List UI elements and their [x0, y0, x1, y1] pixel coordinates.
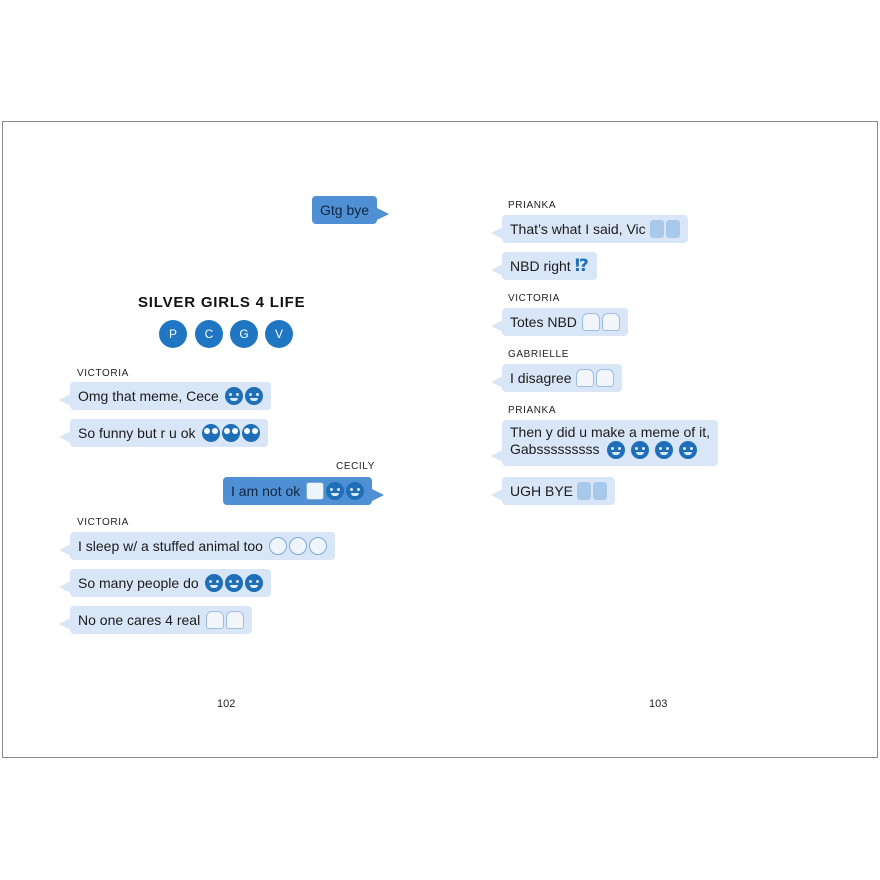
bunny-emoji-icon — [289, 537, 307, 555]
eye-roll-emoji-icon — [202, 424, 220, 442]
sender-name: CECILY — [336, 461, 375, 472]
message-bubble-incoming — [70, 569, 271, 597]
message-text: Then y did u make a meme of it, — [510, 424, 710, 440]
angry-face-emoji-icon — [655, 441, 673, 459]
message-bubble-outgoing — [223, 477, 372, 505]
angry-face-emoji-icon — [326, 482, 344, 500]
ghost-face-emoji-icon — [306, 482, 324, 500]
ok-hand-emoji-icon — [206, 611, 224, 629]
message-text: Omg that meme, Cece — [78, 388, 219, 404]
member-avatar-p[interactable]: P — [159, 320, 187, 348]
message-bubble-outgoing — [312, 196, 377, 224]
bunny-emoji-icon — [309, 537, 327, 555]
eye-roll-emoji-icon — [222, 424, 240, 442]
group-chat-title: SILVER GIRLS 4 LIFE — [138, 294, 306, 311]
message-text: I am not ok — [231, 483, 301, 499]
message-text: So funny but r u ok — [78, 425, 196, 441]
pointing-hand-emoji-icon — [576, 369, 594, 387]
page-number: 102 — [217, 698, 236, 710]
sender-name: GABRIELLE — [508, 349, 569, 360]
message-text: That’s what I said, Vic — [510, 221, 646, 237]
thumbs-down-emoji-icon — [593, 482, 607, 500]
message-text: No one cares 4 real — [78, 612, 201, 628]
pointing-hand-emoji-icon — [596, 369, 614, 387]
message-bubble-incoming — [502, 364, 622, 392]
grinning-face-emoji-icon — [245, 574, 263, 592]
page-number: 103 — [649, 698, 668, 710]
message-bubble-incoming — [502, 215, 688, 243]
member-avatar-v[interactable]: V — [265, 320, 293, 348]
message-bubble-incoming — [70, 382, 271, 410]
right-page — [441, 122, 879, 757]
sender-name: VICTORIA — [77, 517, 129, 528]
raised-hands-emoji-icon — [582, 313, 600, 331]
message-text: I disagree — [510, 370, 572, 386]
grinning-face-emoji-icon — [205, 574, 223, 592]
message-bubble-incoming — [502, 477, 615, 505]
left-page — [3, 122, 441, 757]
message-bubble-incoming — [502, 252, 597, 280]
sender-name: PRIANKA — [508, 200, 557, 211]
ok-hand-emoji-icon — [226, 611, 244, 629]
clapping-hands-emoji-icon — [602, 313, 620, 331]
message-bubble-incoming — [70, 606, 252, 634]
eye-roll-emoji-icon — [242, 424, 260, 442]
angry-face-emoji-icon — [631, 441, 649, 459]
blue-face-emoji-icon — [225, 387, 243, 405]
book-spread — [2, 121, 878, 758]
message-bubble-incoming — [502, 420, 718, 466]
message-text: So many people do — [78, 575, 199, 591]
sender-name: VICTORIA — [508, 293, 560, 304]
message-text: Gtg bye — [320, 202, 370, 218]
message-text: I sleep w/ a stuffed animal too — [78, 538, 263, 554]
member-avatar-g[interactable]: G — [230, 320, 258, 348]
message-text: Gabsssssssss — [510, 441, 600, 457]
sender-name: PRIANKA — [508, 405, 557, 416]
thumbs-up-emoji-icon — [666, 220, 680, 238]
thumbs-down-emoji-icon — [577, 482, 591, 500]
message-text: UGH BYE — [510, 483, 574, 499]
crying-face-emoji-icon — [607, 441, 625, 459]
angry-face-emoji-icon — [679, 441, 697, 459]
message-text: Totes NBD — [510, 314, 577, 330]
member-avatar-c[interactable]: C — [195, 320, 223, 348]
interrobang-emoji-icon: ⁉ — [574, 256, 589, 275]
grinning-face-emoji-icon — [225, 574, 243, 592]
message-bubble-incoming — [70, 419, 268, 447]
blue-face-emoji-icon — [245, 387, 263, 405]
sender-name: VICTORIA — [77, 368, 129, 379]
message-bubble-incoming — [502, 308, 628, 336]
message-bubble-incoming — [70, 532, 335, 560]
thumbs-up-emoji-icon — [650, 220, 664, 238]
angry-face-emoji-icon — [346, 482, 364, 500]
message-text: NBD right — [510, 258, 571, 274]
bunny-emoji-icon — [269, 537, 287, 555]
